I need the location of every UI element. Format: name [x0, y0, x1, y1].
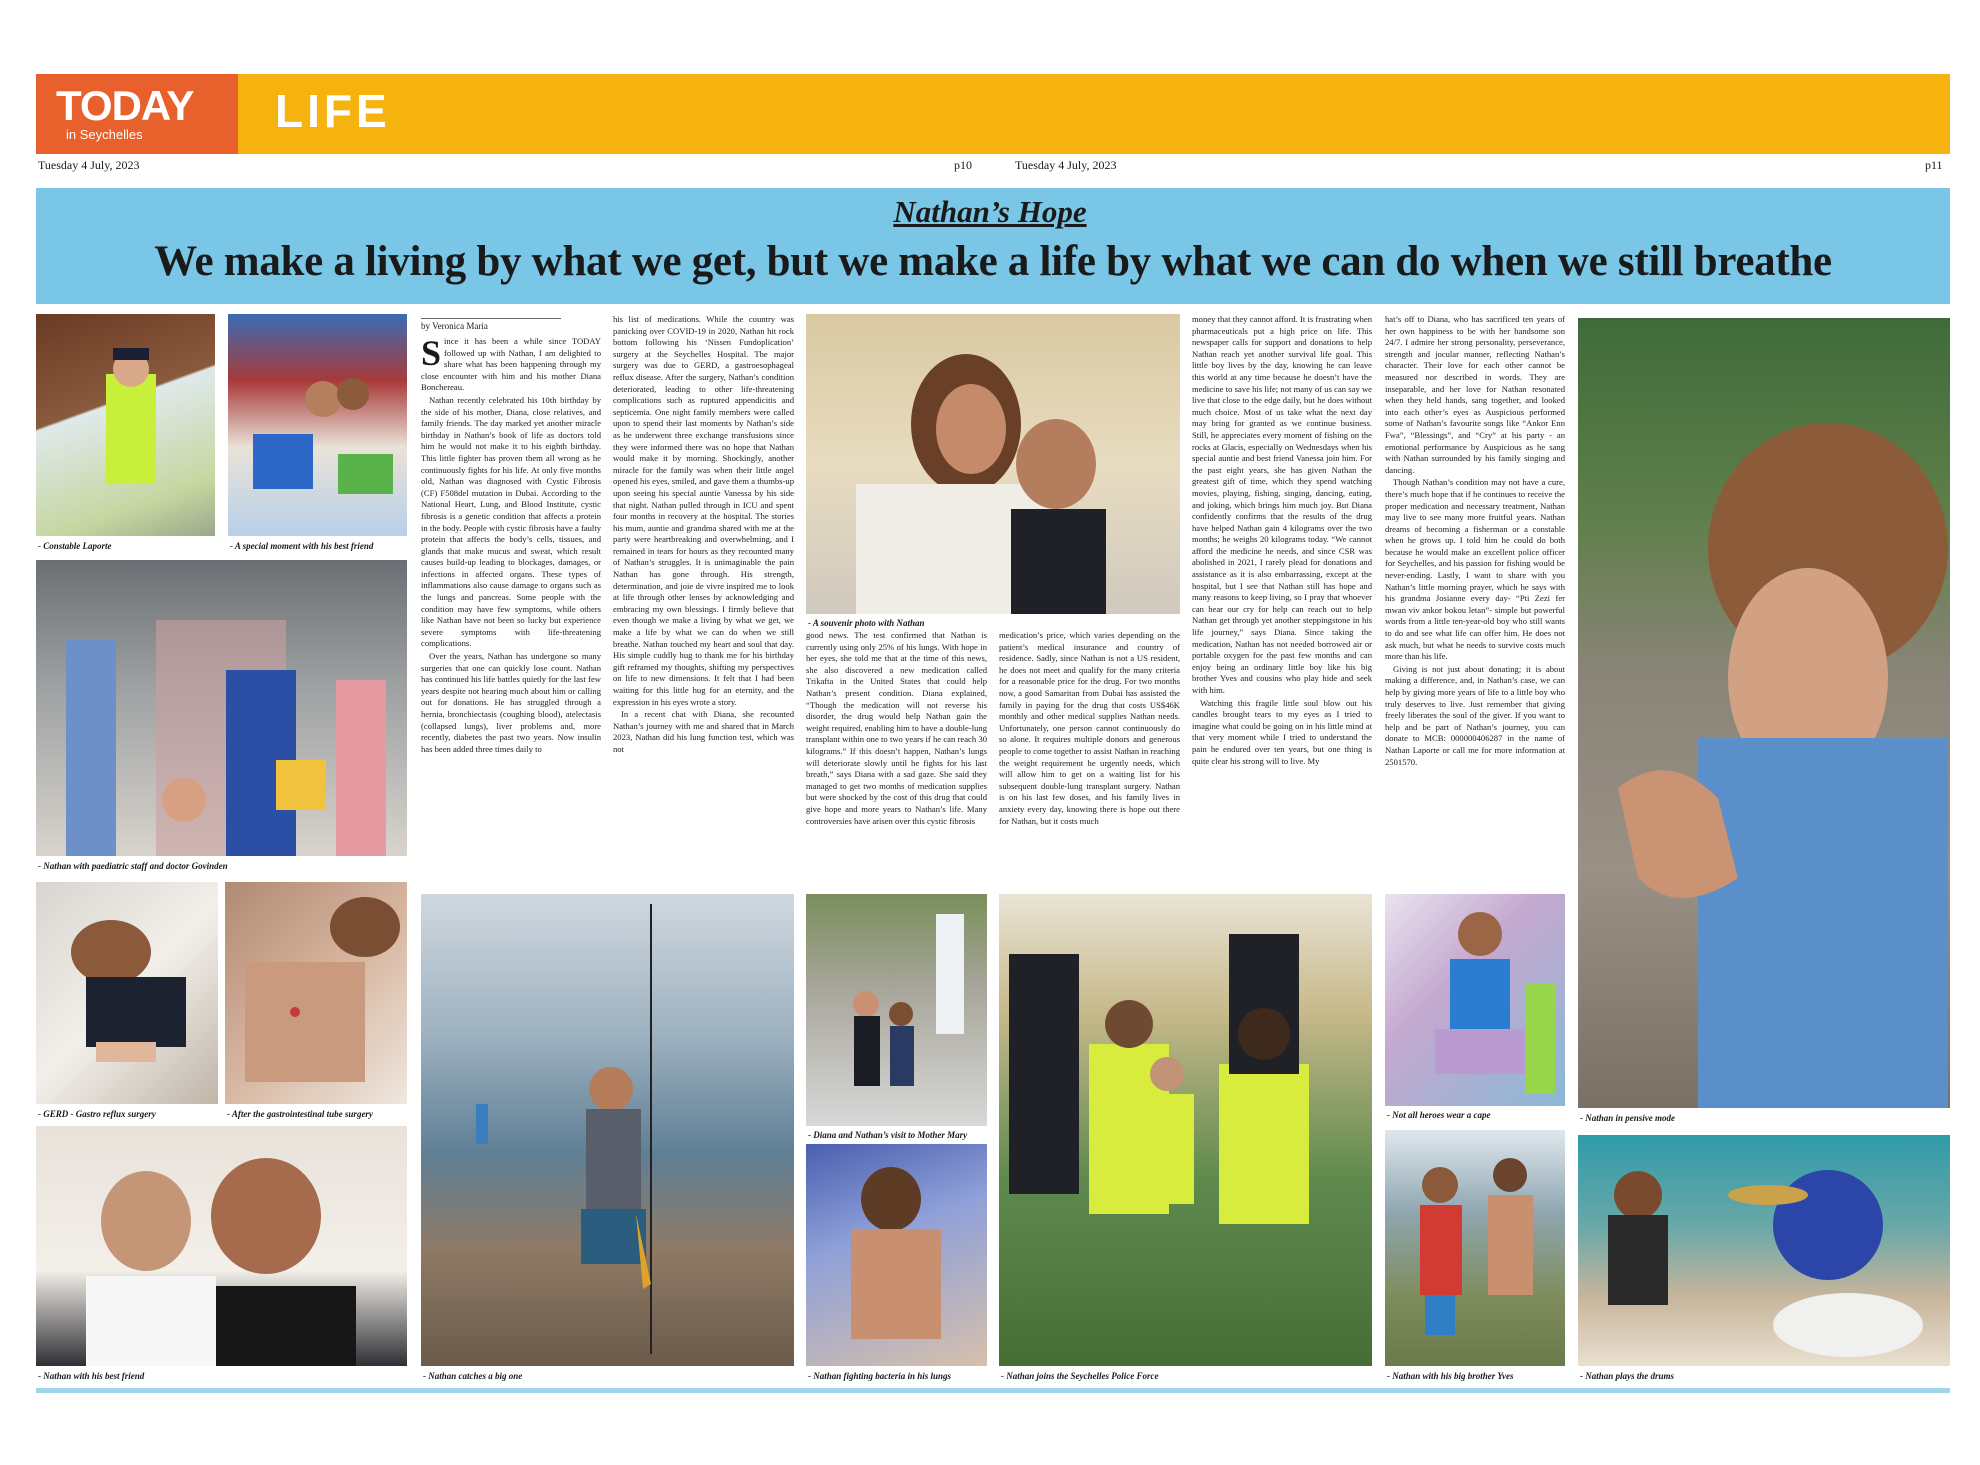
article-column-3: [806, 630, 987, 884]
article-column-6: [1385, 314, 1565, 884]
caption-birthday: - A special moment with his best friend: [230, 541, 374, 551]
drop-cap: S: [421, 336, 442, 373]
photo-mother-mary: [806, 894, 987, 1126]
paragraph: Giving is not just about donating; it is about making a difference, and, in Nathan’s case, we can help by giving more years of life to a little boy who truly deserves to live. Just remember that giving freely liberates the soul of the giver. If you want to help and be part of Nathan’s journey, you can donate to MCB: 000000406287 in the name of Nathan Laporte or call me for more information at 2501570.: [1385, 663, 1565, 767]
folio-right-date: Tuesday 4 July, 2023: [1015, 158, 1117, 172]
photo-drums: [1578, 1135, 1950, 1366]
caption-paediatric-staff: - Nathan with paediatric staff and doctor Govinden: [38, 861, 228, 871]
caption-pensive: - Nathan in pensive mode: [1580, 1113, 1676, 1123]
logo-main: TODAY: [56, 82, 194, 129]
paragraph: money that they cannot afford. It is frustrating when pharmaceuticals put a high price on life. This newspaper calls for support and donations to help Nathan reach yet another survival life goal. This little boy lives by the day, knowing he can leave this world at any time because he doesn’t have the medicine to save his life; not many of us can say we live that close to the edge daily, but he does without much choice. Most of us take what the next day may bring for granted as we continue business. Still, he appreciates every moment of fishing on the rocks at Glacis, especially on Wednesdays when his special auntie and best friend Vanessa join him. For the past eight years, she has given Nathan the greatest gift of time, which they spend watching movies, playing, fishing, singing, dancing, eating, and joking, which brings him much joy. But Diana confidently confirms that the results of the drug have helped Nathan gain 4 kilograms over the two months; he weighs 20 kilograms today. “We cannot afford the medicine he needs, and since CSR was abolished in 2021, I rarely plead for donations and assistance as it is also embarrassing, except at the hospital, but I see that Nathan still has hope and many reasons to keep living, so I pray that whoever can hear our cry for help can reach out to help Nathan get through yet another steppingstone in his life journey,” says Diana. Since taking the medication, Nathan has not needed borrowed air or portable oxygen for the past few months and can enjoy being an ordinary little boy like his big brother Yves and cousins who play hide and seek with him.: [1192, 314, 1372, 695]
photo-gerd-surgery: [36, 882, 218, 1104]
photo-hero-cape: [1385, 894, 1565, 1106]
caption-fighting-bacteria: - Nathan fighting bacteria in his lungs: [808, 1371, 952, 1381]
caption-police-force: - Nathan joins the Seychelles Police Force: [1001, 1371, 1159, 1381]
paragraph: Nathan recently celebrated his 10th birthday by the side of his mother, Diana, close relatives, and family friends. The day marked yet another miracle birthday in Nathan’s book of life as doctors told him he would not make it to his eighth birthday. This little fighter has proven them all wrong as he continuously fights for his life. At only five months old, Nathan was diagnosed with Cystic Fibrosis (CF) F508del mutation in Dubai. According to the National Heart, Lung, and Blood Institute, cystic fibrosis is a genetic condition that affects a protein in the body. People with cystic fibrosis have a faulty protein that affects the body’s cells, tissues, and glands that make mucus and sweat, which result causes build-up leading to blockages, damages, or infections in affected organs. These types of inflammations also cause damage to organs such as the lungs and pancreas. Some people with the condition may have few symptoms, while others like Nathan have not been so lucky but experience severe symptoms with life-threatening complications.: [421, 394, 601, 649]
paragraph: In a recent chat with Diana, she recounted Nathan’s journey with me and shared that in March 2023, Nathan did his lung function test, which was not: [613, 709, 794, 754]
paragraph: Though Nathan’s condition may not have a cure, there’s much hope that if he continues to receive the proper medication and necessary treatment, Nathan may live to see many more fruitful years. Nathan dreams of becoming a fisherman or a constable when he grows up. I told him he could do both because he would make an excellent police officer for Seychelles, and his passion for fishing would be never-ending. Lastly, I want to share with you Nathan’s little morning prayer, which he says with his grandma Josianne every day- “Pti Zezi fer mwan viv ankor bokou letan”- simple but powerful words from a little ten-year-old boy who still wants to do and see what life can offer him. He does not ask much, but what he needs to survive costs much more than his life.: [1385, 477, 1565, 662]
section-title: LIFE: [275, 85, 391, 137]
paragraph: Over the years, Nathan has undergone so many surgeries that one can quickly lose count. Nathan has continued his life battles quietly for the last few years despite not hearing much about him or calling out for donations. He has struggled through a hernia, bronchiectasis (coughing blood), atelectasis (collapsed lungs), liver problems and, more recently, diabetes the past two years. Now insulin has been added three times daily to: [421, 651, 601, 754]
photo-fishing: [421, 894, 794, 1366]
byline: by Veronica Maria: [421, 318, 561, 331]
caption-drums: - Nathan plays the drums: [1580, 1371, 1675, 1381]
photo-fighting-bacteria: [806, 1144, 987, 1366]
paragraph: Watching this fragile little soul blow out his candles brought tears to my eyes as I tried to imagine what could be going on in his little mind at that very moment while I tried to understand the pain he endured over ten years, but one thing is quite clear his strong will to live. My: [1192, 697, 1372, 766]
paragraph: ince it has been a while since TODAY followed up with Nathan, I am delighted to share what has been happening through my close encounter with him and his mother Diana Bonchereau.: [421, 336, 601, 393]
caption-hero-cape: - Not all heroes wear a cape: [1387, 1110, 1491, 1120]
caption-gerd-surgery: - GERD - Gastro reflux surgery: [38, 1109, 156, 1119]
folio-right-page: p11: [1925, 158, 1943, 172]
caption-mother-mary: - Diana and Nathan’s visit to Mother Mary: [808, 1130, 968, 1140]
paragraph: hat’s off to Diana, who has sacrificed ten years of her own happiness to be with her handsome son 24/7. I admire her strong personality, perseverance, strength and jocular manner, reflecting Nathan’s character. Their love for each other cannot be measured nor described in words. They are inseparable, and her love for Nathan resonated when they held hands, sang together, and looked into each other’s eyes as Auspicious performed some of Nathan’s favourite songs like “Ankor Enn Fwa”, “Blessings”, and “Cry” at his party - an emotional performance by Auspicious as he sang with Nathan surrounded by his family singing and dancing.: [1385, 314, 1565, 475]
article-column-4: [999, 630, 1180, 884]
photo-birthday: [228, 314, 407, 536]
article-kicker: Nathan’s Hope: [893, 194, 1087, 229]
article-headline: We make a living by what we get, but we make a life by what we can do when we still breathe: [154, 238, 1832, 285]
folio-left-date: Tuesday 4 July, 2023: [38, 158, 140, 172]
photo-police-force: [999, 894, 1372, 1366]
photo-pensive: [1578, 318, 1950, 1108]
caption-fishing: - Nathan catches a big one: [423, 1371, 523, 1381]
article-column-1: [421, 336, 601, 884]
photo-big-brother: [1385, 1130, 1565, 1366]
paragraph: his list of medications. While the country was panicking over COVID-19 in 2020, Nathan hit rock bottom following his ‘Nissen Fundoplication’ surgery at the Seychelles Hospital. The major surgery was due to GERD, a gastroesophageal reflux disease. After the surgery, Nathan’s condition deteriorated, leading to other life-threatening complications such as ruptured appendicitis and septicemia. One night family members were called upon to spend their last moments by Nathan’s side as he underwent three exchange transfusions since they were informed there was no hope that Nathan would make it by morning. Shockingly, another miracle for the family was when their little angel opened his eyes, smiled, and gave them a thumbs-up upon seeing his special auntie Vanessa by his side that night. Nathan pulled through in ICU and spent four months in recovery at the hospital. The stories his mum, auntie and grandma shared with me at the party were heartbreaking and overwhelming, and I remained in tears for hours as they recounted many of Nathan’s struggles. It is unimaginable the pain Nathan has gone through. His strength, determination, and joie de vivre inspired me to look at life through other lenses by acknowledging and embracing my own blessings. I firmly believe that even though we make a living by what we get, we make a life by what we can do when we still breathe. Nathan touched my heart and soul that day. His simple cuddly hug to thank me for his birthday gift reframed my thoughts, shifting my perspectives on life to new dimensions. It felt that I had been waiting for this little hug for an eternity, and the expression in his eyes wrote a story.: [613, 314, 794, 707]
today-logo: [36, 74, 238, 154]
bottom-rule: [36, 1388, 1950, 1393]
photo-best-friend: [36, 1126, 407, 1366]
caption-best-friend: - Nathan with his best friend: [38, 1371, 145, 1381]
article-column-2: [613, 314, 794, 884]
logo-sub: in Seychelles: [66, 127, 143, 142]
caption-big-brother: - Nathan with his big brother Yves: [1387, 1371, 1514, 1381]
caption-souvenir: - A souvenir photo with Nathan: [808, 618, 925, 628]
paragraph: good news. The test confirmed that Nathan is currently using only 25% of his lungs. With hope in her eyes, she told me that at the time of this news, she also discovered a new medication called Trikafta in the United States that could help Nathan’s present condition. Diana explained, “Though the medication will not reverse his disorder, the drug would help Nathan gain the weight required, enabling him to have a double-lung transplant within one to two years if he can reach 30 kilograms.” If this doesn’t happen, Nathan’s lungs will deteriorate slowly until he fights for his last breath,” says Diana with a sad gaze. She said they managed to get two months of medication supplies but were shocked by the cost of this drug that could give hope and more years to Nathan’s life. Many controversies have arisen over this cystic fibrosis: [806, 630, 987, 826]
photo-tube-surgery: [225, 882, 407, 1104]
caption-tube-surgery: - After the gastrointestinal tube surgery: [227, 1109, 373, 1119]
photo-souvenir: [806, 314, 1180, 614]
article-column-5: [1192, 314, 1372, 884]
photo-paediatric-staff: [36, 560, 407, 856]
folio-left-page: p10: [954, 158, 972, 172]
paragraph: medication’s price, which varies depending on the patient’s medical insurance and country of residence. Sadly, since Nathan is not a US resident, he does not meet and qualify for the many criteria for a reasonable price for the drug. For two months now, a good Samaritan from Dubai has assisted the family in paying for the drug that costs US$46K monthly and other medical supplies Nathan needs. Unfortunately, one person cannot continuously do so alone. It requires multiple donors and generous people to come together to assist Nathan in reaching the weight requirement he urgently needs, which will allow him to get on a waiting list for his subsequent double-lung transplant surgery. Nathan is on his last few doses, and his family lives in anxiety every day, knowing there is hope out there for Nathan, but it costs much: [999, 630, 1180, 826]
photo-constable: [36, 314, 215, 536]
caption-constable: - Constable Laporte: [38, 541, 112, 551]
